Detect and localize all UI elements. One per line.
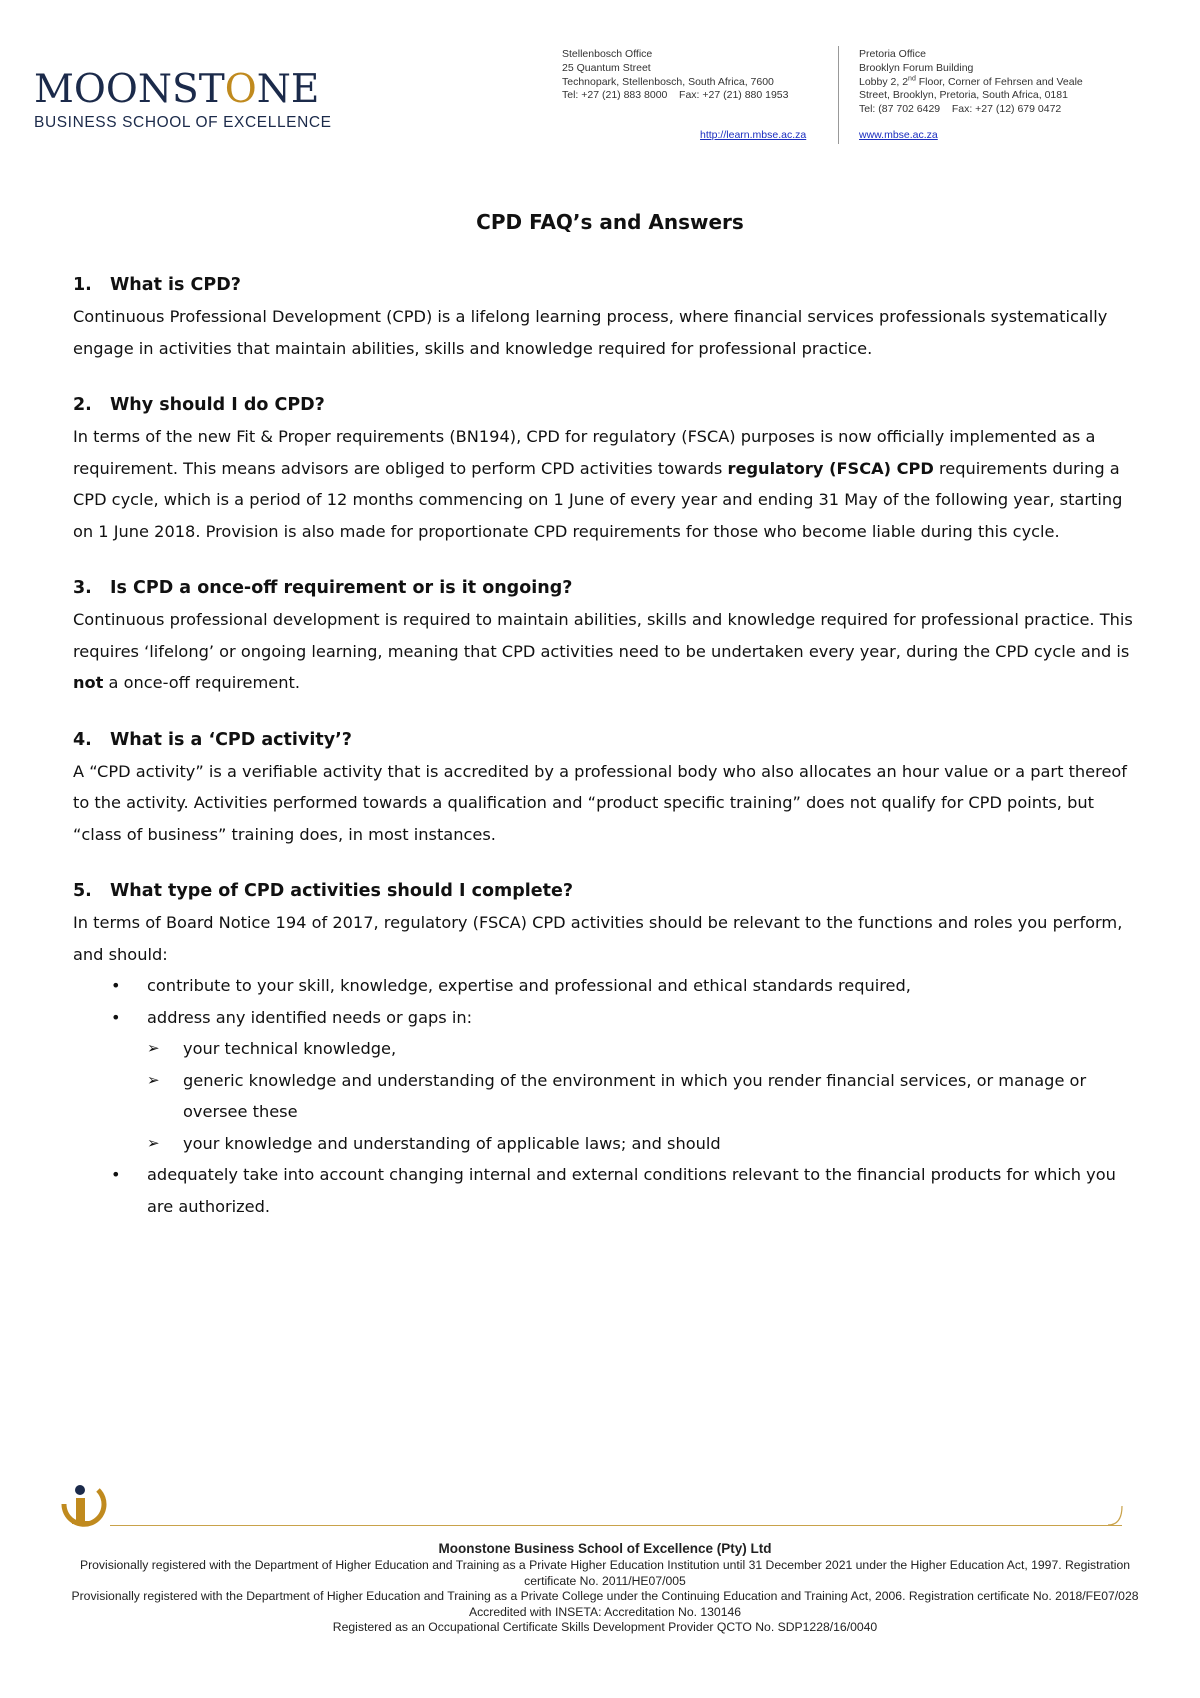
website-link[interactable]: www.mbse.ac.za bbox=[859, 129, 938, 141]
faq-answer-3: Continuous professional development is required to maintain abilities, skills and knowledge required for professional practice. This requires ‘lifelong’ or ongoing learning, meaning that CPD activities need to be undertaken every year, during the CPD cycle and is not a once-off requirement. bbox=[73, 610, 1133, 692]
faq-question-4: 4. What is a ‘CPD activity’? bbox=[73, 729, 352, 750]
faq-answer-2: In terms of the new Fit & Proper requirements (BN194), CPD for regulatory (FSCA) purposes is now officially implemented as a requirement. This means advisors are obliged to perform CPD activities towards regulatory (FSCA) CPD requirements during a CPD cycle, which is a period of 12 months commencing on 1 June of every year and ending 31 May of the following year, starting on 1 June 2018. Provision is also made for proportionate CPD requirements for those who become liable during this cycle. bbox=[73, 427, 1123, 541]
footer bbox=[60, 1540, 1150, 1636]
office-name: Pretoria Office bbox=[859, 48, 926, 60]
header-divider bbox=[838, 46, 839, 144]
faq-question-2: 2. Why should I do CPD? bbox=[73, 395, 325, 415]
list-item: ➢ your technical knowledge, bbox=[147, 1033, 1143, 1065]
list-item: • address any identified needs or gaps in: ➢ your technical knowledge, ➢ generic knowledge and understanding of the environment in which you render financial services, or manage or oversee these ➢ your knowledge and understanding of applicable laws; and should bbox=[73, 1002, 1143, 1160]
gap-areas-list bbox=[147, 1033, 1143, 1159]
office-street: 25 Quantum Street bbox=[562, 61, 651, 74]
faq-question-5: 5. What type of CPD activities should I complete? bbox=[73, 881, 573, 901]
logo-wordmark: MOONSTONE bbox=[34, 67, 320, 112]
footer-accreditation: Accredited with INSETA: Accreditation No. 130146 bbox=[468, 1604, 742, 1619]
moonstone-logo bbox=[34, 67, 332, 132]
office-contact: Tel: (87 702 6429 Fax: +27 (12) 679 0472 bbox=[859, 103, 1062, 116]
office-lobby: Lobby 2, 2nd Floor, Corner of Fehrsen and Veale bbox=[859, 75, 1083, 88]
faq-answer-5: In terms of Board Notice 194 of 2017, regulatory (FSCA) CPD activities should be relevant to the functions and roles you perform, and should: bbox=[73, 913, 1123, 964]
faq-answer-4: A “CPD activity” is a verifiable activity that is accredited by a professional body who also allocates an hour value or a part thereof to the activity. Activities performed towards a qualification and “product specific training” does not qualify for CPD points, but “class of business” training does, in most instances. bbox=[73, 761, 1128, 844]
faq-content bbox=[73, 270, 1143, 1222]
cpd-criteria-list bbox=[73, 970, 1143, 1222]
list-item: ➢ your knowledge and understanding of applicable laws; and should bbox=[147, 1128, 1143, 1160]
footer-registration-1: Provisionally registered with the Department of Higher Education and Training as a Private Higher Education Institution until 31 December 2021 under the Higher Education Act, 1997. Registration certificate No. 2011/HE07/005 bbox=[79, 1558, 1131, 1588]
page-title: CPD FAQ’s and Answers bbox=[476, 210, 744, 234]
stellenbosch-office-address bbox=[562, 48, 789, 103]
office-building: Brooklyn Forum Building bbox=[859, 61, 974, 74]
pretoria-office-address bbox=[859, 48, 1083, 117]
office-area: Street, Brooklyn, Pretoria, South Africa, 0181 bbox=[859, 89, 1068, 102]
faq-question-1: 1. What is CPD? bbox=[73, 275, 241, 295]
info-icon bbox=[52, 1478, 110, 1534]
footer-qcto: Registered as an Occupational Certificate Skills Development Provider QCTO No. SDP1228/16/0040 bbox=[332, 1620, 878, 1634]
footer-rule-curve bbox=[1108, 1500, 1128, 1534]
list-item: • contribute to your skill, knowledge, expertise and professional and ethical standards required, bbox=[73, 970, 1143, 1002]
office-area: Technopark, Stellenbosch, South Africa, 7600 bbox=[562, 75, 774, 88]
footer-registration-2: Provisionally registered with the Department of Higher Education and Training as a Private College under the Continuing Education and Training Act, 2006. Registration certificate No. 2018/FE07/028 bbox=[71, 1589, 1139, 1603]
list-item: ➢ generic knowledge and understanding of the environment in which you render financial services, or manage or oversee these bbox=[147, 1065, 1143, 1128]
footer-company: Moonstone Business School of Excellence (Pty) Ltd bbox=[438, 1541, 772, 1556]
faq-answer-1: Continuous Professional Development (CPD) is a lifelong learning process, where financial services professionals systematically engage in activities that maintain abilities, skills and knowledge required for professional practice. bbox=[73, 307, 1108, 358]
logo-tagline: BUSINESS SCHOOL OF EXCELLENCE bbox=[34, 114, 332, 131]
faq-question-3: 3. Is CPD a once-off requirement or is it ongoing? bbox=[73, 578, 573, 598]
footer-rule bbox=[110, 1525, 1122, 1526]
office-name: Stellenbosch Office bbox=[562, 48, 653, 60]
list-item: • adequately take into account changing internal and external conditions relevant to the financial products for which you are authorized. bbox=[73, 1159, 1143, 1222]
office-contact: Tel: +27 (21) 883 8000 Fax: +27 (21) 880 1953 bbox=[562, 89, 789, 102]
learn-portal-link[interactable]: http://learn.mbse.ac.za bbox=[700, 129, 807, 141]
